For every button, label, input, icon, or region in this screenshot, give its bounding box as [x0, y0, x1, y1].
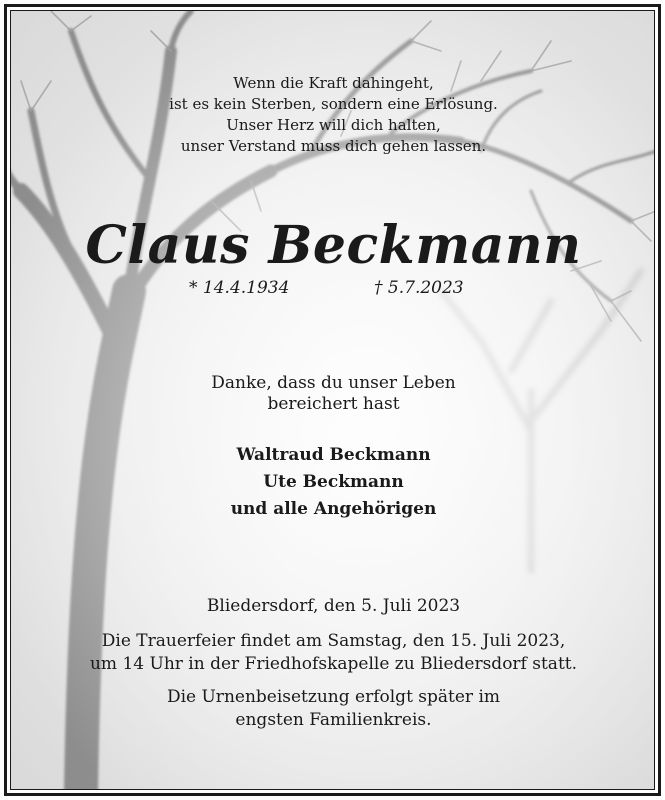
thanks-message — [11, 373, 655, 415]
thanks-line: bereichert hast — [267, 394, 400, 414]
funeral-notice — [11, 630, 655, 676]
birth-date: * 14.4.1934 — [189, 278, 290, 298]
family-name: Waltraud Beckmann — [236, 445, 431, 465]
funeral-line: um 14 Uhr in der Friedhofskapelle zu Bliedersdorf statt. — [89, 654, 578, 674]
family-signatures — [11, 442, 655, 523]
poem — [11, 73, 655, 157]
poem-line: ist es kein Sterben, sondern eine Erlösung. — [169, 95, 498, 113]
thanks-line: Danke, dass du unser Leben — [211, 373, 456, 393]
poem-line: Wenn die Kraft dahingeht, — [233, 74, 434, 92]
family-name: Ute Beckmann — [263, 472, 404, 492]
death-date: † 5.7.2023 — [374, 278, 464, 298]
obituary-content — [11, 11, 655, 790]
urn-line: engsten Familienkreis. — [235, 710, 432, 730]
funeral-line: Die Trauerfeier findet am Samstag, den 15. Juli 2023, — [101, 631, 566, 651]
place-date: Bliedersdorf, den 5. Juli 2023 — [206, 596, 461, 616]
poem-line: unser Verstand muss dich gehen lassen. — [180, 137, 487, 155]
poem-line: Unser Herz will dich halten, — [226, 116, 441, 134]
family-name: und alle Angehörigen — [230, 499, 437, 519]
urn-line: Die Urnenbeisetzung erfolgt später im — [166, 687, 501, 707]
deceased-name: Claus Beckmann — [85, 215, 582, 276]
urn-notice — [11, 686, 655, 732]
inner-border — [10, 10, 655, 790]
